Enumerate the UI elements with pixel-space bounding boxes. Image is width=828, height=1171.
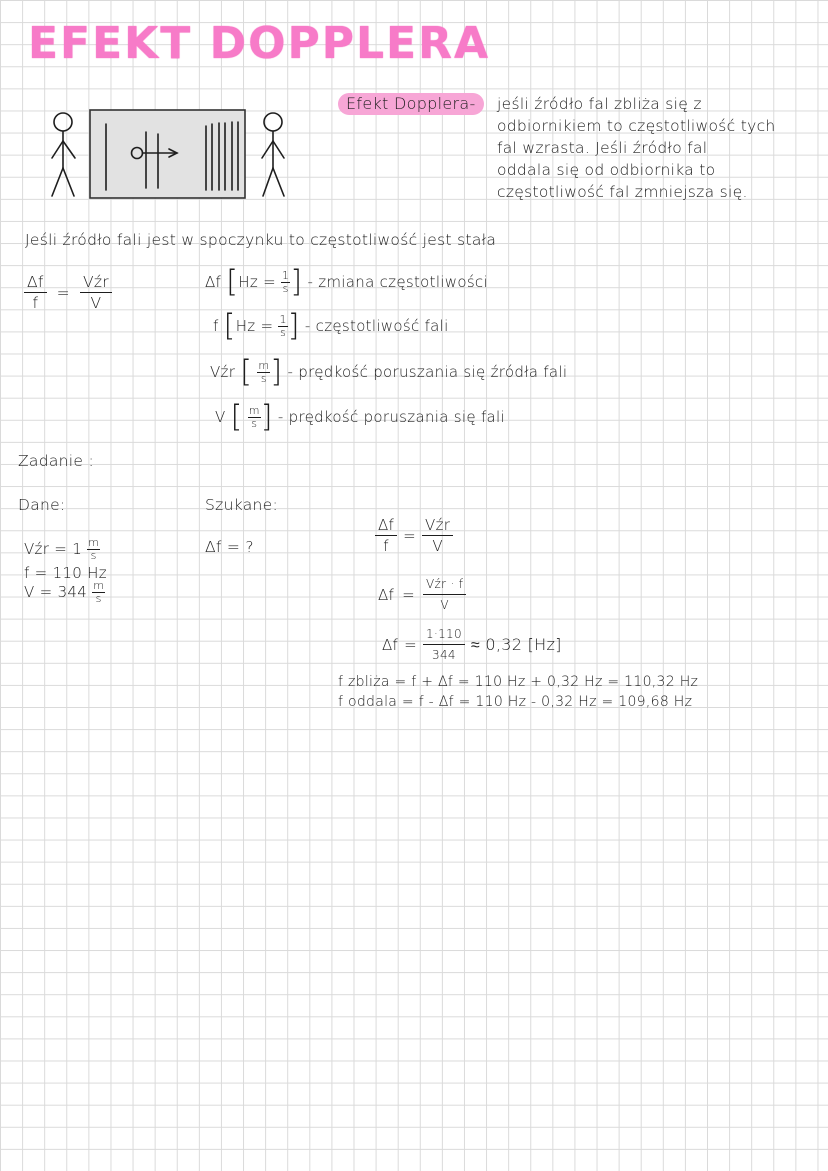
definition-line: częstotliwość fal zmniejsza się. xyxy=(497,183,748,201)
solution-step-2: Δf = $\frac{\text{Vźr · f}}{V}$ xyxy=(378,574,466,615)
given-heading: Dane: xyxy=(18,496,66,514)
given-v: V = 344 $\frac{m}{s}$ xyxy=(24,579,105,605)
formula-lhs: $\frac{\Delta f}{f}$ xyxy=(24,272,47,313)
page-title: EFEKT DOPPLERA xyxy=(28,18,491,69)
definition-line: oddala się od odbiornika to xyxy=(497,161,716,179)
solution-step-1: $\frac{\Delta f}{f}$ = $\frac{\text{Vźr}}{V}$ xyxy=(375,515,453,556)
stick-figure-right-icon xyxy=(262,113,284,196)
definition-text xyxy=(497,93,807,203)
definition-row-f: f [Hz = $\frac{1}{s}$ ] - częstotliwość fali xyxy=(213,308,449,344)
definition-label: Efekt Dopplera- xyxy=(338,93,484,115)
given-vzr: Vźr = 1 $\frac{m}{s}$ xyxy=(24,536,100,562)
result-receding: f oddala = f - Δf = 110 Hz - 0,32 Hz = 109,68 Hz xyxy=(338,694,693,710)
doppler-diagram xyxy=(40,108,290,203)
definition-row-v: V [ $\frac{m}{s}$ ] - prędkość poruszania się fali xyxy=(215,399,505,435)
definition-row-vzr: Vźr [ $\frac{m}{s}$ ] - prędkość poruszania się źródła fali xyxy=(210,354,568,390)
result-approaching: f zbliża = f + Δf = 110 Hz + 0,32 Hz = 110,32 Hz xyxy=(338,674,699,690)
main-formula: $\frac{\Delta f}{f}$ = $\frac{\text{Vźr}}{V}$ xyxy=(24,272,112,313)
sought-value: Δf = ? xyxy=(205,538,254,556)
task-heading: Zadanie : xyxy=(18,452,94,470)
given-f: f = 110 Hz xyxy=(24,564,107,582)
formula-rhs: $\frac{\text{Vźr}}{V}$ xyxy=(80,272,112,313)
rest-statement: Jeśli źródło fali jest w spoczynku to częstotliwość jest stała xyxy=(25,231,497,249)
solution-step-3: Δf = $\frac{1\cdot 110}{344}$ ≈ 0,32 [Hz] xyxy=(382,624,562,665)
sought-heading: Szukane: xyxy=(205,496,278,514)
doppler-illustration-icon xyxy=(40,108,290,203)
definition-line: fal wzrasta. Jeśli źródło fal xyxy=(497,139,708,157)
definition-row-delta-f: Δf [Hz = $\frac{1}{s}$ ] - zmiana częstotliwości xyxy=(205,264,488,300)
definition-line: odbiornikiem to częstotliwość tych xyxy=(497,117,776,135)
definition-line: jeśli źródło fal zbliża się z xyxy=(497,95,702,113)
stick-figure-left-icon xyxy=(52,113,75,196)
